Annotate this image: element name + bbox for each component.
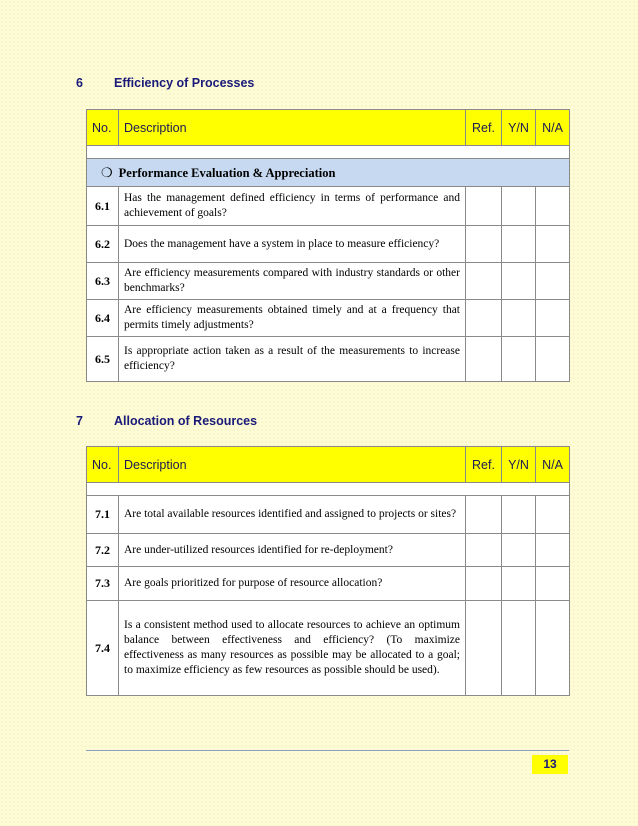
row-number: 6.4 xyxy=(87,300,119,337)
section-6-checklist-table xyxy=(86,109,570,382)
table-row xyxy=(87,496,570,534)
header-na: N/A xyxy=(536,110,570,146)
subheading-text: Performance Evaluation & Appreciation xyxy=(118,165,336,180)
section-number: 6 xyxy=(76,76,83,90)
na-cell[interactable] xyxy=(536,534,570,567)
spacer-row xyxy=(87,483,570,496)
row-description: Is a consistent method used to allocate resources to achieve an optimum balance between effectiveness and efficiency? (To maximize effectiveness as many resources as possible may be allocated to a goal; to maximize efficiency as few resources as possible should be used). xyxy=(119,601,466,696)
page-number: 13 xyxy=(532,755,568,774)
ref-cell[interactable] xyxy=(466,337,502,382)
yn-cell[interactable] xyxy=(502,226,536,263)
na-cell[interactable] xyxy=(536,567,570,601)
circle-bullet-icon: ❍ xyxy=(101,164,113,180)
header-ref: Ref. xyxy=(466,447,502,483)
header-description: Description xyxy=(119,447,466,483)
table-row xyxy=(87,534,570,567)
row-number: 6.3 xyxy=(87,263,119,300)
na-cell[interactable] xyxy=(536,226,570,263)
ref-cell[interactable] xyxy=(466,534,502,567)
row-description: Are efficiency measurements obtained timely and at a frequency that permits timely adjustments? xyxy=(119,300,466,337)
na-cell[interactable] xyxy=(536,263,570,300)
spacer-row xyxy=(87,146,570,159)
row-number: 7.3 xyxy=(87,567,119,601)
ref-cell[interactable] xyxy=(466,496,502,534)
section-title: Allocation of Resources xyxy=(114,414,258,428)
table-row xyxy=(87,226,570,263)
na-cell[interactable] xyxy=(536,496,570,534)
yn-cell[interactable] xyxy=(502,300,536,337)
table-row xyxy=(87,187,570,226)
header-yn: Y/N xyxy=(502,110,536,146)
row-description: Are goals prioritized for purpose of resource allocation? xyxy=(119,567,466,601)
row-number: 6.5 xyxy=(87,337,119,382)
section-7-heading xyxy=(76,414,257,428)
table-row xyxy=(87,263,570,300)
ref-cell[interactable] xyxy=(466,263,502,300)
header-no: No. xyxy=(87,110,119,146)
na-cell[interactable] xyxy=(536,300,570,337)
yn-cell[interactable] xyxy=(502,534,536,567)
table-row xyxy=(87,567,570,601)
ref-cell[interactable] xyxy=(466,300,502,337)
yn-cell[interactable] xyxy=(502,187,536,226)
footer-divider xyxy=(86,750,569,751)
ref-cell[interactable] xyxy=(466,567,502,601)
na-cell[interactable] xyxy=(536,601,570,696)
na-cell[interactable] xyxy=(536,337,570,382)
table-header-row xyxy=(87,110,570,146)
header-description: Description xyxy=(119,110,466,146)
row-description: Has the management defined efficiency in terms of performance and achievement of goals? xyxy=(119,187,466,226)
row-number: 7.2 xyxy=(87,534,119,567)
header-na: N/A xyxy=(536,447,570,483)
ref-cell[interactable] xyxy=(466,601,502,696)
row-description: Does the management have a system in place to measure efficiency? xyxy=(119,226,466,263)
row-number: 7.4 xyxy=(87,601,119,696)
header-ref: Ref. xyxy=(466,110,502,146)
table-row xyxy=(87,337,570,382)
section-6-heading xyxy=(76,76,254,90)
yn-cell[interactable] xyxy=(502,567,536,601)
table-header-row xyxy=(87,447,570,483)
subheading-row xyxy=(87,159,570,187)
header-yn: Y/N xyxy=(502,447,536,483)
table-row xyxy=(87,300,570,337)
row-number: 6.1 xyxy=(87,187,119,226)
section-number: 7 xyxy=(76,414,83,428)
yn-cell[interactable] xyxy=(502,601,536,696)
row-description: Is appropriate action taken as a result of the measurements to increase efficiency? xyxy=(119,337,466,382)
section-7-checklist-table xyxy=(86,446,570,696)
row-number: 7.1 xyxy=(87,496,119,534)
yn-cell[interactable] xyxy=(502,263,536,300)
na-cell[interactable] xyxy=(536,187,570,226)
row-number: 6.2 xyxy=(87,226,119,263)
section-title: Efficiency of Processes xyxy=(114,76,255,90)
row-description: Are efficiency measurements compared with industry standards or other benchmarks? xyxy=(119,263,466,300)
ref-cell[interactable] xyxy=(466,187,502,226)
row-description: Are under-utilized resources identified for re-deployment? xyxy=(119,534,466,567)
row-description: Are total available resources identified and assigned to projects or sites? xyxy=(119,496,466,534)
yn-cell[interactable] xyxy=(502,496,536,534)
yn-cell[interactable] xyxy=(502,337,536,382)
ref-cell[interactable] xyxy=(466,226,502,263)
header-no: No. xyxy=(87,447,119,483)
table-row xyxy=(87,601,570,696)
